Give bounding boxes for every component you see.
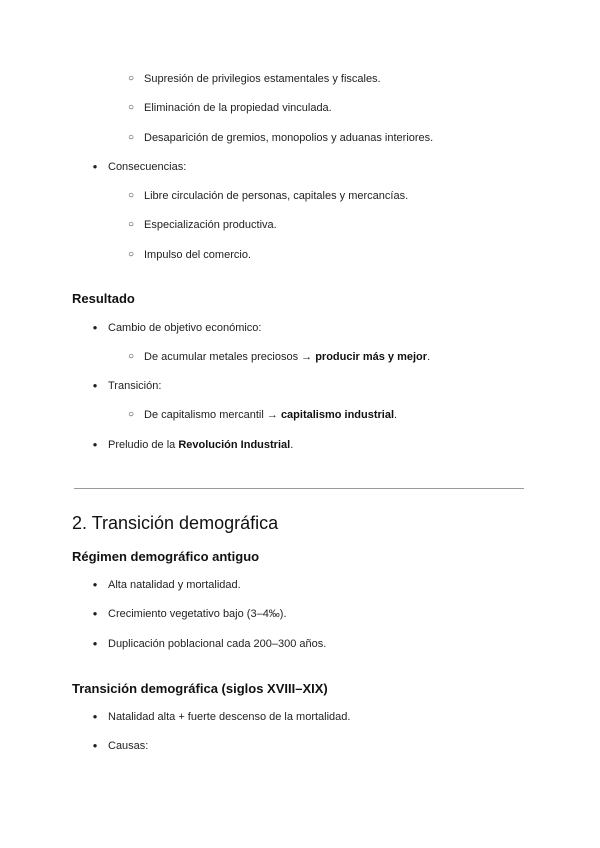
list-item-text-prefix: Preludio de la [108, 439, 179, 451]
list-item-text: Supresión de privilegios estamentales y fiscales. [144, 73, 381, 85]
filled-bullet-icon: ● [92, 323, 98, 332]
hollow-bullet-icon: ○ [127, 132, 135, 143]
section-divider [74, 488, 524, 489]
list-item-text: Eliminación de la propiedad vinculada. [144, 102, 332, 114]
filled-bullet-icon: ● [92, 440, 98, 449]
antiguo-heading: Régimen demográfico antiguo [72, 549, 260, 564]
filled-bullet-icon: ● [92, 741, 98, 750]
list-item [92, 321, 262, 335]
list-item-text-prefix: De capitalismo mercantil → [144, 409, 281, 421]
list-item-text: Consecuencias: [108, 161, 187, 173]
list-item [92, 710, 351, 724]
list-item-bold-text: producir más y mejor [315, 351, 428, 363]
list-item-text: Impulso del comercio. [144, 249, 251, 261]
hollow-bullet-icon: ○ [127, 102, 135, 113]
resultado-heading: Resultado [72, 291, 135, 306]
list-item [92, 607, 287, 621]
list-item [92, 637, 327, 651]
list-item [92, 578, 241, 592]
hollow-bullet-icon: ○ [127, 219, 135, 230]
list-item [127, 72, 381, 86]
list-item-text: Duplicación poblacional cada 200–300 años. [108, 638, 327, 650]
hollow-bullet-icon: ○ [127, 351, 135, 362]
list-item-text: Crecimiento vegetativo bajo (3–4‰). [108, 608, 287, 620]
list-item [127, 408, 398, 422]
list-item-text: Especialización productiva. [144, 219, 277, 231]
hollow-bullet-icon: ○ [127, 190, 135, 201]
filled-bullet-icon: ● [92, 712, 98, 721]
hollow-bullet-icon: ○ [127, 409, 135, 420]
list-item-text: Cambio de objetivo económico: [108, 322, 262, 334]
list-item-bold-text: capitalismo industrial [280, 409, 395, 421]
list-item [92, 379, 162, 393]
list-item [127, 189, 409, 203]
filled-bullet-icon: ● [92, 580, 98, 589]
hollow-bullet-icon: ○ [127, 73, 135, 84]
filled-bullet-icon: ● [92, 162, 98, 171]
list-item-text: Causas: [108, 740, 149, 752]
list-item-text-suffix: . [427, 351, 431, 363]
filled-bullet-icon: ● [92, 381, 98, 390]
list-item [127, 248, 251, 262]
list-item-text-suffix: . [394, 409, 398, 421]
list-item-text: Natalidad alta + fuerte descenso de la mortalidad. [108, 711, 351, 723]
list-item-text: Transición: [108, 380, 162, 392]
list-item [127, 131, 434, 145]
list-item [92, 160, 187, 174]
list-item [127, 350, 431, 364]
list-item-text: Desaparición de gremios, monopolios y aduanas interiores. [144, 132, 434, 144]
list-item-text: Libre circulación de personas, capitales y mercancías. [144, 190, 409, 202]
list-item [92, 739, 149, 753]
transicion-heading: Transición demográfica (siglos XVIII–XIX) [72, 681, 328, 696]
list-item-text-prefix: De acumular metales preciosos → [144, 351, 316, 363]
list-item-bold-text: Revolución Industrial [178, 439, 291, 451]
list-item [127, 101, 332, 115]
section-title: 2. Transición demográfica [72, 513, 279, 533]
list-item [92, 438, 294, 452]
list-item-text: Alta natalidad y mortalidad. [108, 579, 241, 591]
list-item-text-suffix: . [290, 439, 294, 451]
filled-bullet-icon: ● [92, 609, 98, 618]
filled-bullet-icon: ● [92, 639, 98, 648]
list-item [127, 218, 277, 232]
hollow-bullet-icon: ○ [127, 249, 135, 260]
